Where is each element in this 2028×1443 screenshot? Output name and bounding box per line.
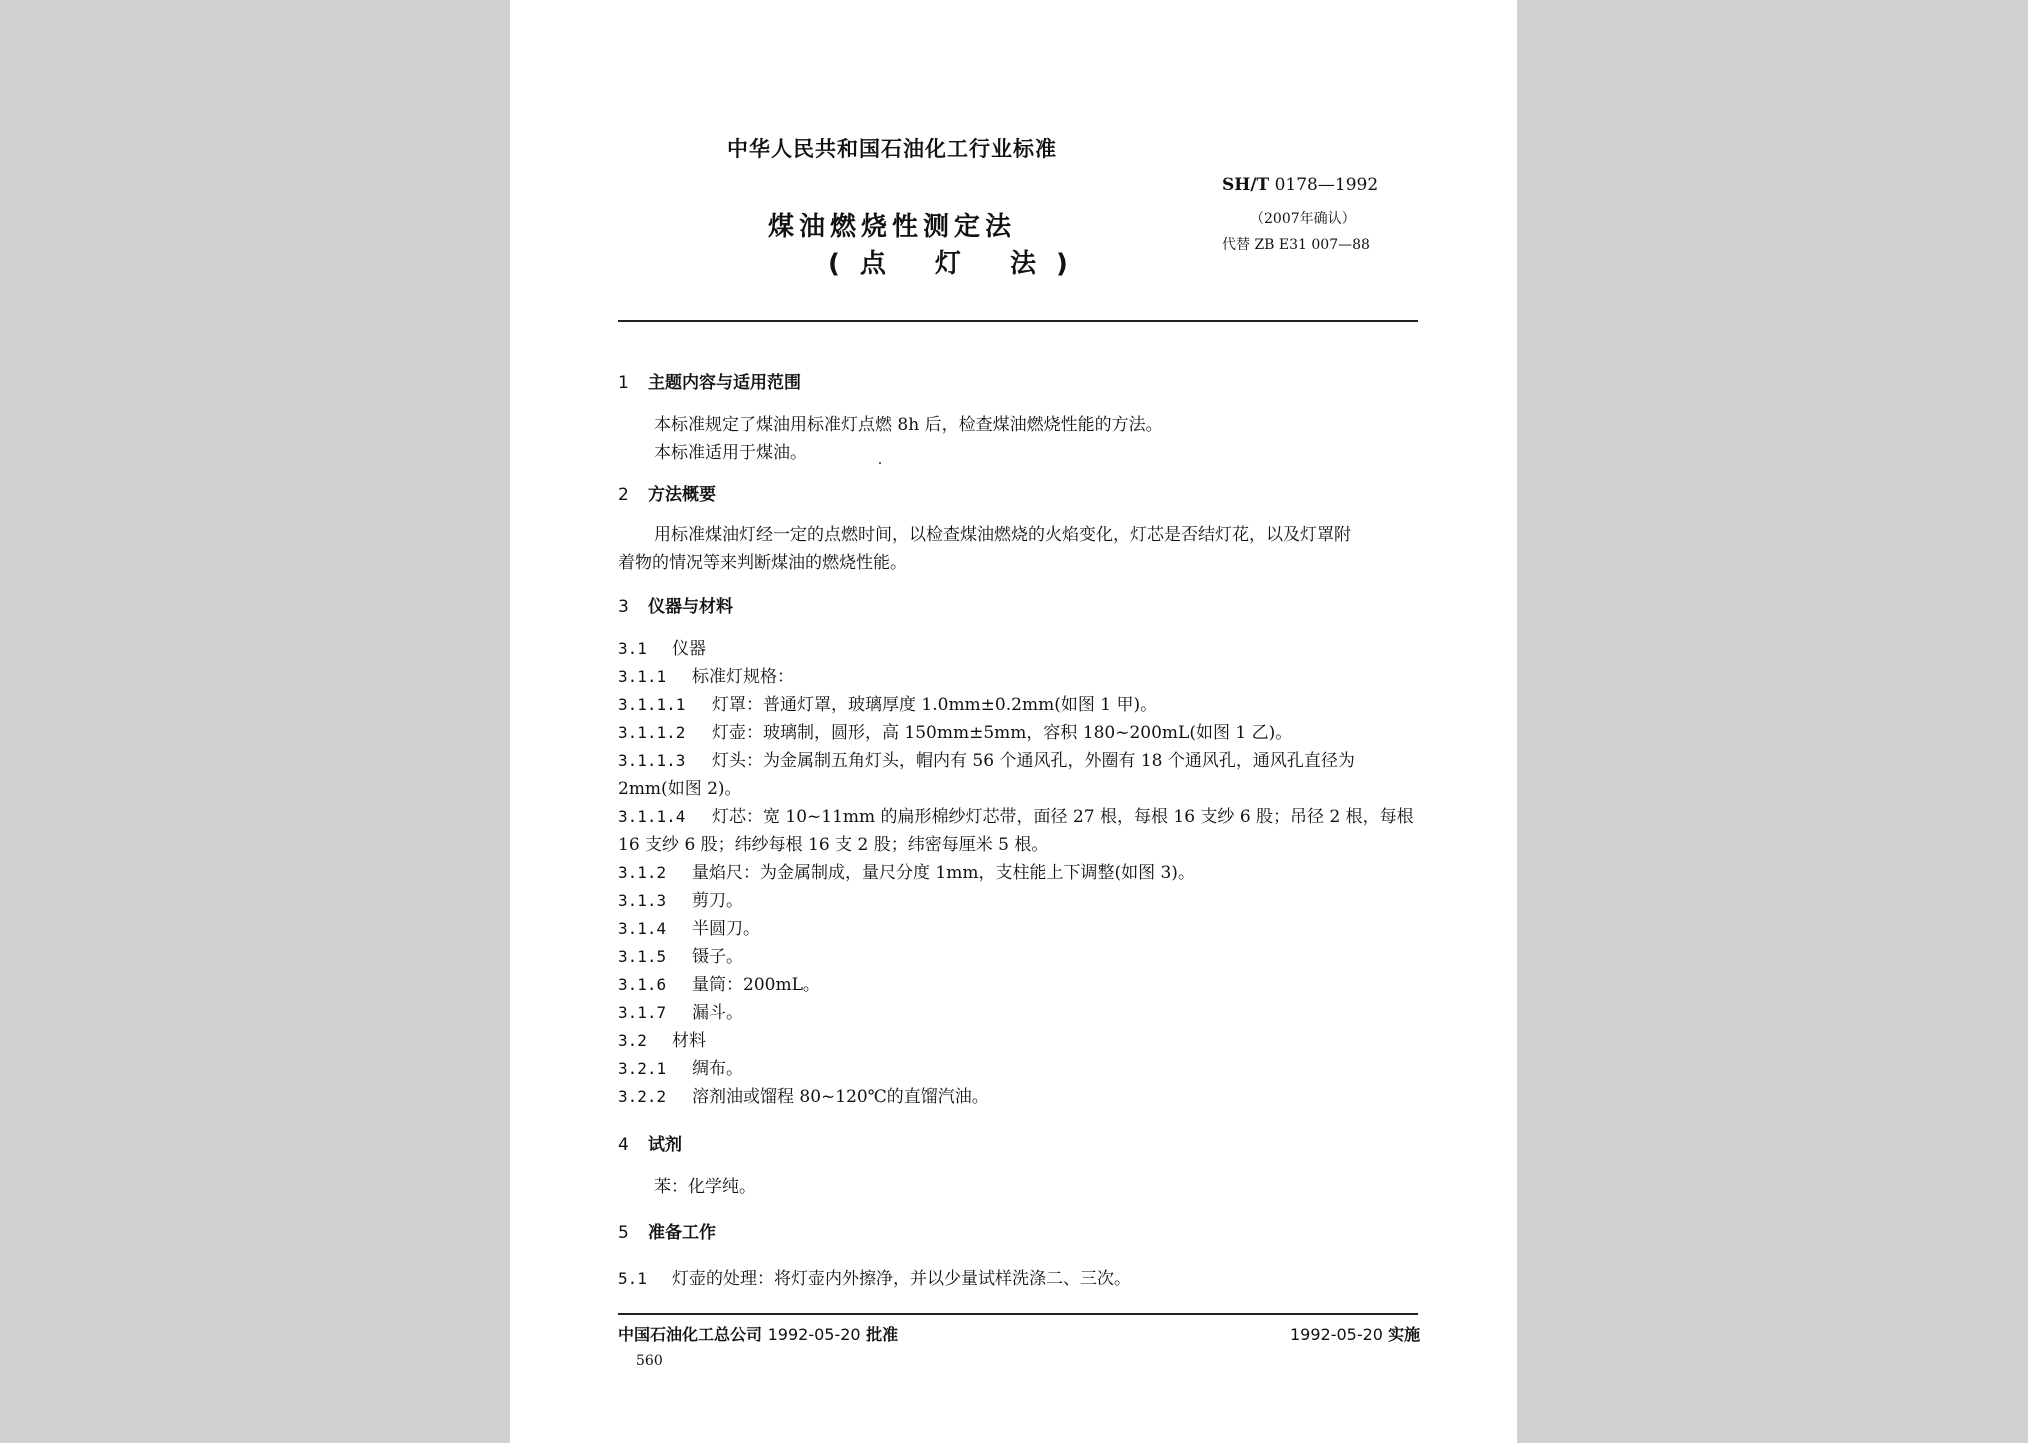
clause-3-1-2: 3.1.2 量焰尺：为金属制成，量尺分度 1mm，支柱能上下调整(如图 3)。 (618, 863, 1195, 883)
header-divider (618, 320, 1418, 322)
standard-number (1222, 175, 1378, 195)
confirm-note: （2007年确认） (1250, 211, 1356, 227)
clause-3-1-1-3: 3.1.1.3 灯头：为金属制五角灯头，帽内有 56 个通风孔，外圈有 18 个通风孔，通风孔直径为 (618, 751, 1355, 771)
approval-line: 中国石油化工总公司 1992-05-20 批准 (618, 1325, 899, 1344)
clause-3-1-5: 3.1.5 镊子。 (618, 947, 743, 967)
section-heading-2: 2 方法概要 (618, 485, 716, 505)
standard-prefix: SH/T (1222, 175, 1270, 195)
scan-speck (879, 462, 881, 464)
clause-3-1-4: 3.1.4 半圆刀。 (618, 919, 760, 939)
clause-3-1-1-4-continued: 16 支纱 6 股；纬纱每根 16 支 2 股；纬密每厘米 5 根。 (618, 835, 1049, 855)
paragraph: 苯：化学纯。 (654, 1177, 756, 1197)
paragraph: 本标准规定了煤油用标准灯点燃 8h 后，检查煤油燃烧性能的方法。 (654, 415, 1163, 435)
section-heading-5: 5 准备工作 (618, 1223, 716, 1243)
paragraph-continued: 着物的情况等来判断煤油的燃烧性能。 (618, 553, 907, 573)
clause-5-1: 5.1 灯壶的处理：将灯壶内外擦净，并以少量试样洗涤二、三次。 (618, 1269, 1131, 1289)
section-heading-1: 1 主题内容与适用范围 (618, 373, 801, 393)
clause-3-1-7: 3.1.7 漏斗。 (618, 1003, 743, 1023)
clause-3-1-1-3-continued: 2mm(如图 2)。 (618, 779, 742, 799)
footer-divider (618, 1313, 1418, 1315)
clause-3-1-1: 3.1.1 标准灯规格： (618, 667, 794, 687)
section-heading-4: 4 试剂 (618, 1135, 682, 1155)
paragraph: 本标准适用于煤油。 (654, 443, 807, 463)
standard-code: 0178—1992 (1274, 175, 1379, 195)
implementation-line: 1992-05-20 实施 (1290, 1325, 1421, 1344)
document-page (510, 0, 1517, 1443)
clause-3-1-1-1: 3.1.1.1 灯罩：普通灯罩，玻璃厚度 1.0mm±0.2mm(如图 1 甲)。 (618, 695, 1158, 715)
clause-3-2-2: 3.2.2 溶剂油或馏程 80~120℃的直馏汽油。 (618, 1087, 989, 1107)
clause-3-2-1: 3.2.1 绸布。 (618, 1059, 743, 1079)
clause-3-1-6: 3.1.6 量筒：200mL。 (618, 975, 820, 995)
clause-3-2: 3.2 材料 (618, 1031, 706, 1051)
section-heading-3: 3 仪器与材料 (618, 597, 733, 617)
paragraph: 用标准煤油灯经一定的点燃时间，以检查煤油燃烧的火焰变化，灯芯是否结灯花，以及灯罩附 (654, 525, 1351, 545)
clause-3-1: 3.1 仪器 (618, 639, 706, 659)
clause-3-1-1-4: 3.1.1.4 灯芯：宽 10~11mm 的扁形棉纱灯芯带，面径 27 根，每根 16 支纱 6 股；吊径 2 根，每根 (618, 807, 1414, 827)
page-number: 560 (636, 1353, 663, 1369)
clause-3-1-3: 3.1.3 剪刀。 (618, 891, 743, 911)
replace-note: 代替 ZB E31 007—88 (1222, 237, 1370, 253)
document-title: 煤油燃烧性测定法 (768, 212, 1017, 242)
clause-3-1-1-2: 3.1.1.2 灯壶：玻璃制，圆形，高 150mm±5mm，容积 180~200mL(如图 1 乙)。 (618, 723, 1293, 743)
issuing-body: 中华人民共和国石油化工行业标准 (727, 137, 1057, 161)
document-subtitle: (点 灯 法) (828, 249, 1088, 279)
